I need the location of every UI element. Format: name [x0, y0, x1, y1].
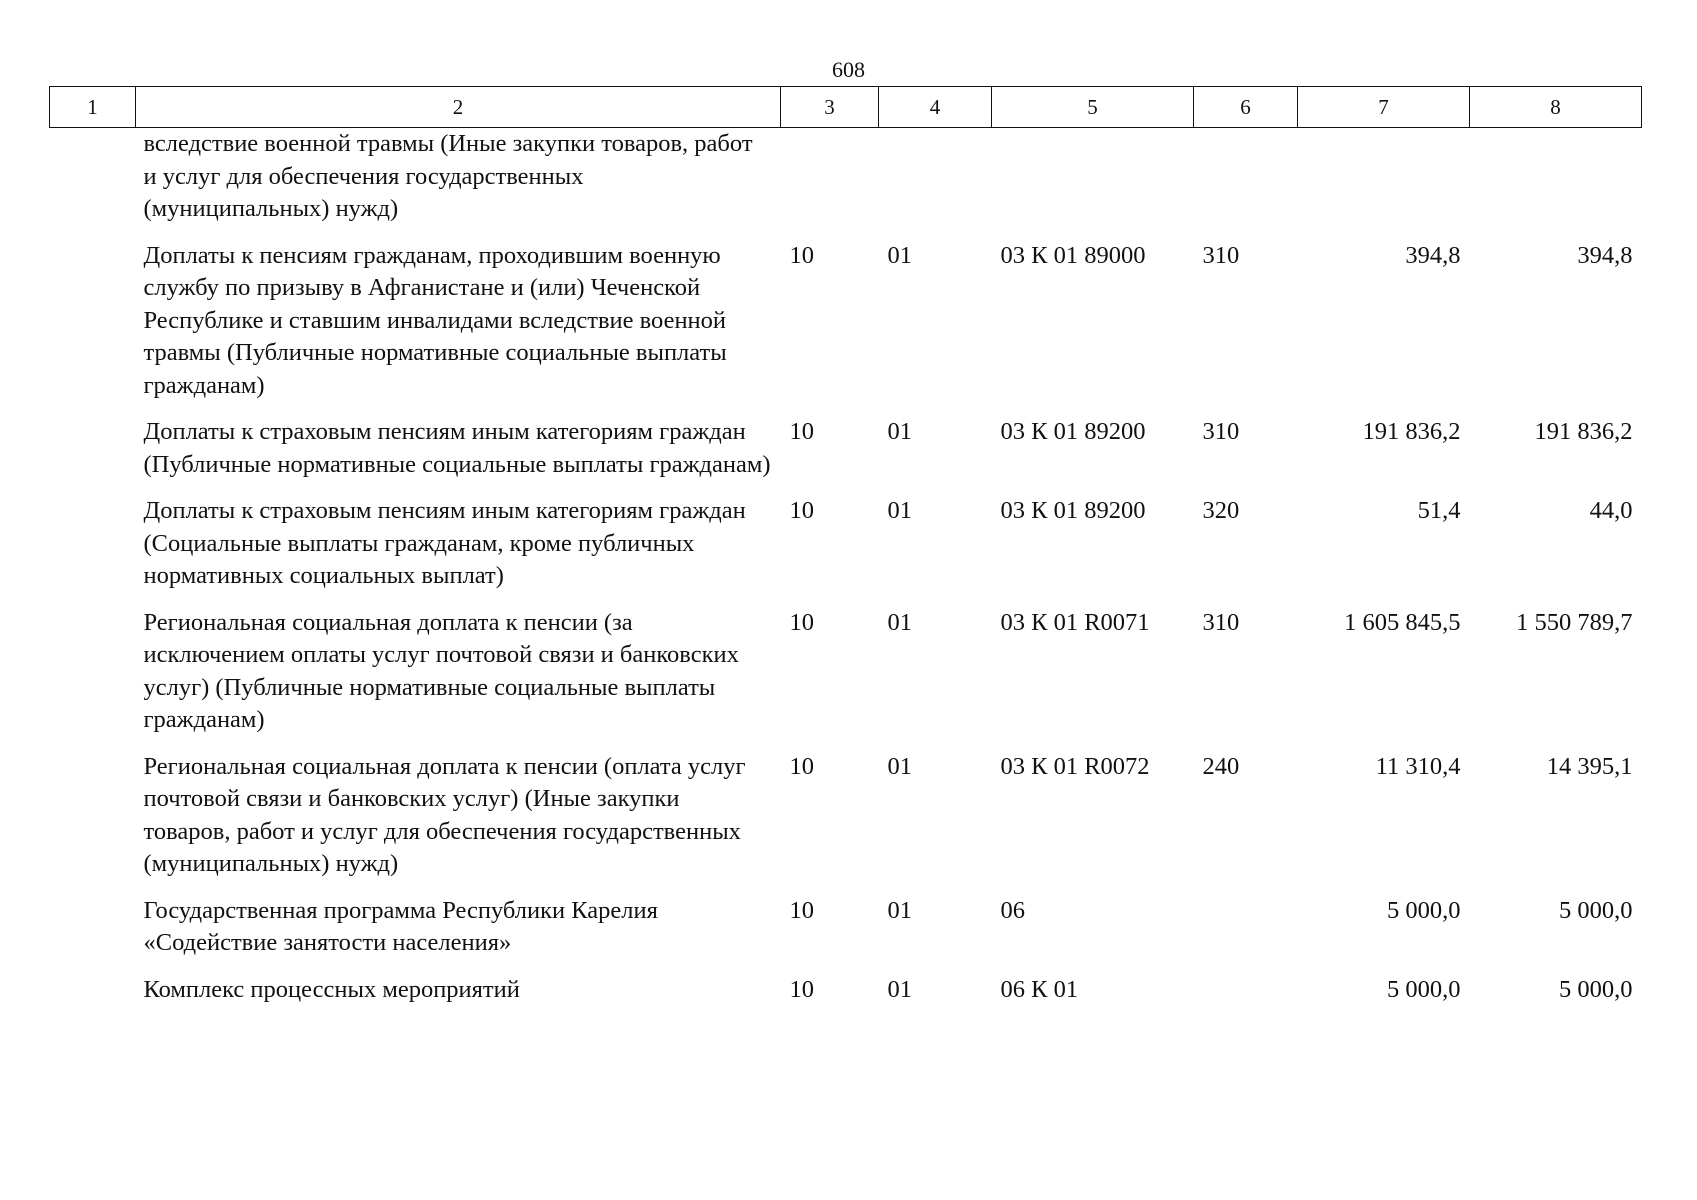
page-number: 608 [832, 57, 865, 82]
row-subsection [879, 128, 992, 226]
row-subsection: 01 [887, 896, 912, 924]
row-subsection: 01 [887, 752, 912, 780]
header-row [50, 87, 1642, 128]
row-target-article: 03 К 01 89200 [1000, 418, 1146, 445]
header-col-5: 5 [992, 87, 1194, 128]
table-row [50, 402, 1642, 481]
row-target-article: 03 К 01 R0071 [1000, 608, 1150, 636]
header-col-3: 3 [781, 87, 879, 128]
row-section: 10 [789, 975, 814, 1003]
row-description: Региональная социальная доплата к пенсии (за исключением оплаты услуг почтовой связи и банковских услуг) (Публичные нормативные социальные выплаты гражданам) [143, 608, 739, 733]
row-amount-2 [1470, 128, 1642, 226]
row-subsection: 01 [887, 241, 912, 269]
table-body [50, 128, 1642, 1007]
row-section: 10 [789, 418, 814, 445]
row-expense-type [1194, 128, 1298, 226]
row-description: Комплекс процессных мероприятий [143, 975, 520, 1003]
table-row [50, 737, 1642, 881]
row-amount-1: 191 836,2 [1362, 418, 1461, 445]
row-subsection: 01 [887, 497, 912, 524]
row-amount-2: 14 395,1 [1546, 752, 1633, 780]
header-col-1: 1 [50, 87, 136, 128]
row-amount-2: 1 550 789,7 [1516, 608, 1633, 636]
row-description: Доплаты к страховым пенсиям иным категориям граждан (Публичные нормативные социальные выплаты гражданам) [143, 418, 771, 478]
row-section: 10 [789, 752, 814, 780]
row-expense-type: 310 [1202, 241, 1240, 269]
table-row [50, 881, 1642, 960]
row-target-article: 03 К 01 89200 [1000, 497, 1146, 524]
row-expense-type [1194, 881, 1298, 960]
table-row [50, 128, 1642, 226]
row-target-article: 03 К 01 R0072 [1000, 752, 1150, 780]
header-col-6: 6 [1194, 87, 1298, 128]
row-subsection: 01 [887, 975, 912, 1003]
row-target-article: 06 К 01 [1000, 975, 1079, 1003]
row-amount-2: 5 000,0 [1559, 975, 1633, 1003]
table-row [50, 481, 1642, 593]
header-col-4: 4 [879, 87, 992, 128]
row-description: Доплаты к страховым пенсиям иным категориям граждан (Социальные выплаты гражданам, кроме публичных нормативных социальных выплат) [143, 497, 746, 589]
row-expense-type [1194, 960, 1298, 1007]
row-description: Государственная программа Республики Карелия «Содействие занятости населения» [143, 896, 658, 956]
header-col-2: 2 [136, 87, 781, 128]
row-description: Региональная социальная доплата к пенсии (оплата услуг почтовой связи и банковских услуг) (Иные закупки товаров, работ и услуг для обеспечения государственных (муниципальных) нужд) [143, 752, 746, 877]
row-expense-type: 320 [1202, 497, 1240, 524]
row-amount-1: 11 310,4 [1375, 752, 1461, 780]
row-target-article: 06 [1000, 896, 1025, 924]
header-col-7: 7 [1298, 87, 1470, 128]
row-amount-2: 5 000,0 [1559, 896, 1633, 924]
row-expense-type: 240 [1202, 752, 1240, 780]
row-subsection: 01 [887, 418, 912, 445]
budget-table [49, 86, 1642, 1006]
row-amount-1: 1 605 845,5 [1344, 608, 1461, 636]
header-col-8: 8 [1470, 87, 1642, 128]
row-amount-1: 394,8 [1405, 241, 1461, 269]
row-description: Доплаты к пенсиям гражданам, проходившим военную службу по призыву в Афганистане и (или) Чеченской Республике и ставшим инвалидами вследствие военной травмы (Публичные нормативные социальные выплаты гражданам) [143, 241, 727, 399]
row-section [781, 128, 879, 226]
row-amount-1: 51,4 [1417, 497, 1461, 524]
row-section: 10 [789, 896, 814, 924]
row-subsection: 01 [887, 608, 912, 636]
table-row [50, 593, 1642, 737]
row-expense-type: 310 [1202, 418, 1240, 445]
row-amount-1 [1298, 128, 1470, 226]
row-section: 10 [789, 608, 814, 636]
table-row [50, 226, 1642, 403]
row-expense-type: 310 [1202, 608, 1240, 636]
row-section: 10 [789, 241, 814, 269]
row-target-article: 03 К 01 89000 [1000, 241, 1146, 269]
row-target-article [992, 128, 1194, 226]
row-amount-1: 5 000,0 [1387, 975, 1461, 1003]
row-amount-2: 191 836,2 [1534, 418, 1633, 445]
row-amount-2: 44,0 [1589, 497, 1633, 524]
row-section: 10 [789, 497, 814, 524]
row-amount-2: 394,8 [1577, 241, 1633, 269]
table-header [50, 87, 1642, 128]
table-row [50, 960, 1642, 1007]
row-description: вследствие военной травмы (Иные закупки товаров, работ и услуг для обеспечения государственных (муниципальных) нужд) [143, 130, 753, 222]
row-amount-1: 5 000,0 [1387, 896, 1461, 924]
